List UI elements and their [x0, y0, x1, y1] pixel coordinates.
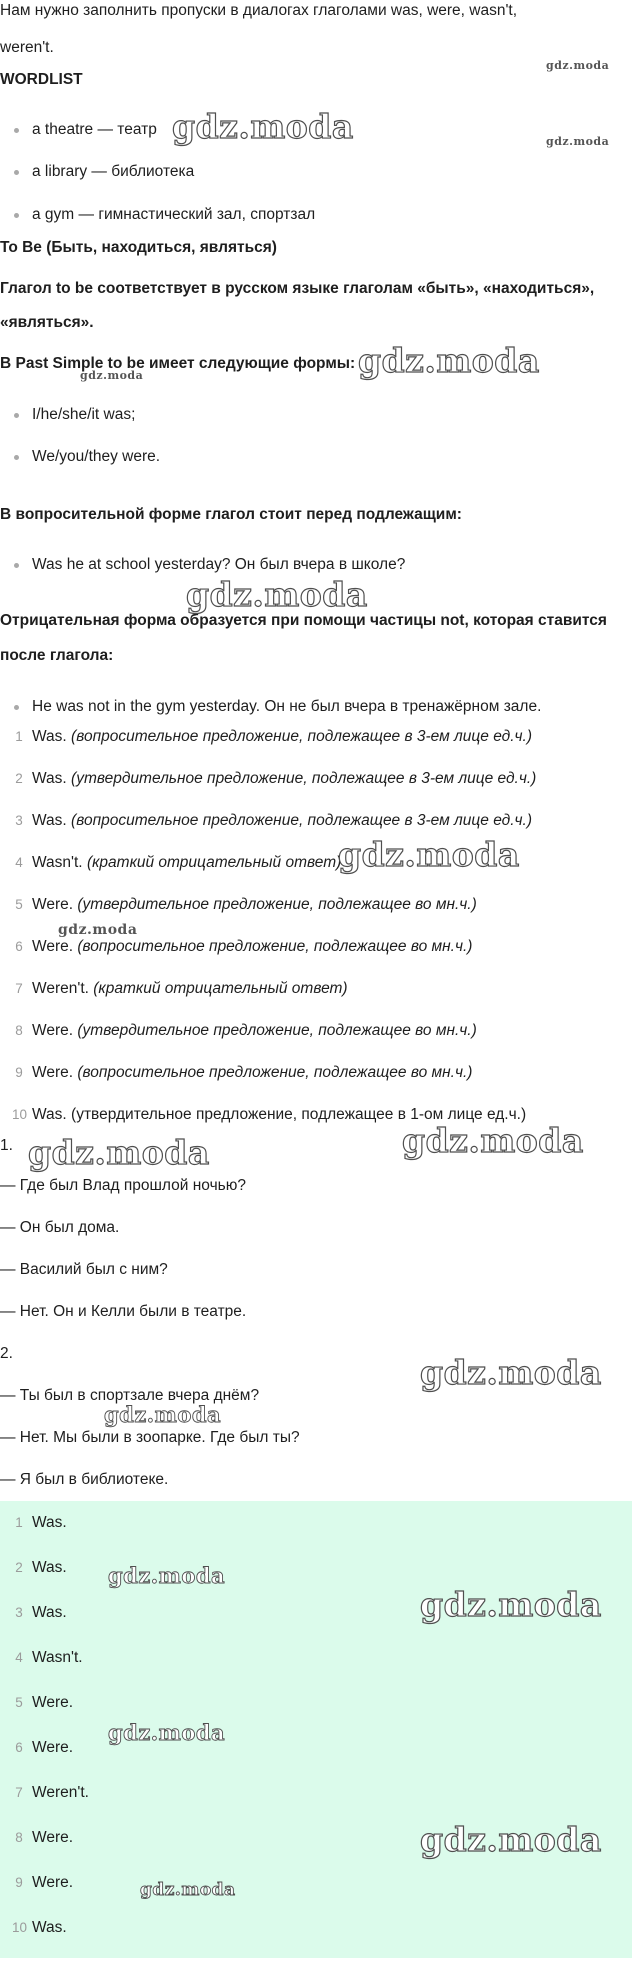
negative-heading-line1: Отрицательная форма образуется при помощи частицы not, которая ставится: [0, 612, 607, 629]
question-heading: В вопросительной форме глагол стоит перед подлежащим:: [0, 506, 462, 523]
watermark-logo: gdz.moda: [172, 107, 354, 146]
watermark-logo: gdz.moda: [80, 369, 144, 382]
answer-text: Was.: [32, 1559, 67, 1576]
intro-text-line2: weren't.: [0, 39, 54, 56]
watermark-logo: gdz.moda: [358, 341, 540, 380]
answer-number: 3: [15, 1605, 23, 1620]
explanation-note: (вопросительное предложение, подлежащее во мн.ч.): [77, 1064, 473, 1081]
watermark-logo: gdz.moda: [104, 1402, 222, 1427]
explanation-note: (утвердительное предложение, подлежащее в 3-ем лице ед.ч.): [71, 770, 537, 787]
bullet-icon: [14, 563, 19, 568]
explanation-answer: Was.: [32, 770, 67, 787]
explanation-item: [32, 979, 348, 999]
watermark-logo: gdz.moda: [420, 1820, 602, 1859]
bullet-icon: [14, 455, 19, 460]
explanation-note: (вопросительное предложение, подлежащее во мн.ч.): [77, 938, 473, 955]
tobe-heading: To Be (Быть, находиться, являться): [0, 239, 277, 256]
explanation-number: 4: [15, 855, 23, 870]
tobe-description-line1: Глагол to be соответствует в русском языке глаголам «быть», «находиться»,: [0, 280, 595, 297]
answer-number: 9: [15, 1875, 23, 1890]
wordlist-item: a gym — гимнастический зал, спортзал: [32, 206, 316, 223]
explanation-number: 3: [15, 813, 23, 828]
explanation-item: [32, 769, 536, 789]
explanation-answer: Were.: [32, 1022, 74, 1039]
explanation-answer: Were.: [32, 938, 74, 955]
answer-text: Weren't.: [32, 1784, 89, 1801]
watermark-logo: gdz.moda: [58, 922, 138, 938]
answer-text: Were.: [32, 1829, 74, 1846]
dialog1-number: 1.: [0, 1137, 13, 1154]
watermark-logo: gdz.moda: [108, 1720, 226, 1745]
explanation-note: (утвердительное предложение, подлежащее во мн.ч.): [77, 896, 477, 913]
dialog-line: — Нет. Мы были в зоопарке. Где был ты?: [0, 1429, 300, 1446]
answer-text: Was.: [32, 1919, 67, 1936]
explanation-answer: Were.: [32, 1064, 74, 1081]
explanation-note: (краткий отрицательный ответ): [93, 980, 348, 997]
explanation-note: (утвердительное предложение, подлежащее в 1-ом лице ед.ч.): [71, 1106, 527, 1123]
explanation-item: [32, 1063, 472, 1083]
question-example: Was he at school yesterday? Он был вчера в школе?: [32, 556, 406, 573]
answer-number: 8: [15, 1830, 23, 1845]
explanation-number: 6: [15, 939, 23, 954]
wordlist-heading: WORDLIST: [0, 71, 83, 88]
explanation-item: [32, 811, 532, 831]
explanation-note: (вопросительное предложение, подлежащее в 3-ем лице ед.ч.): [71, 728, 533, 745]
explanation-number: 7: [15, 981, 23, 996]
watermark-logo: gdz.moda: [402, 1121, 584, 1160]
explanation-number: 1: [15, 729, 23, 744]
negative-heading-line2: после глагола:: [0, 647, 114, 664]
negative-example: He was not in the gym yesterday. Он не был вчера в тренажёрном зале.: [32, 698, 542, 715]
answer-text: Was.: [32, 1604, 67, 1621]
explanation-item: [32, 895, 477, 915]
bullet-icon: [14, 128, 19, 133]
explanation-answer: Was.: [32, 728, 67, 745]
answer-text: Wasn't.: [32, 1649, 83, 1666]
wordlist-item: a library — библиотека: [32, 163, 195, 180]
bullet-icon: [14, 170, 19, 175]
explanation-answer: Weren't.: [32, 980, 89, 997]
watermark-logo: gdz.moda: [108, 1563, 226, 1588]
dialog-line: — Где был Влад прошлой ночью?: [0, 1177, 246, 1194]
explanation-item: [32, 853, 341, 873]
bullet-icon: [14, 705, 19, 710]
form-item: We/you/they were.: [32, 448, 161, 465]
answer-text: Were.: [32, 1874, 74, 1891]
watermark-logo: gdz.moda: [338, 835, 520, 874]
watermark-logo: gdz.moda: [546, 135, 610, 148]
intro-text-line1: Нам нужно заполнить пропуски в диалогах глаголами was, were, wasn't,: [0, 2, 518, 19]
watermark-logo: gdz.moda: [420, 1353, 602, 1392]
explanation-number: 5: [15, 897, 23, 912]
watermark-logo: gdz.moda: [420, 1585, 602, 1624]
explanation-answer: Wasn't.: [32, 854, 83, 871]
explanation-answer: Was.: [32, 1106, 67, 1123]
answer-number: 4: [15, 1650, 23, 1665]
answer-number: 7: [15, 1785, 23, 1800]
explanation-item: [32, 727, 532, 747]
form-item: I/he/she/it was;: [32, 406, 136, 423]
answer-text: Was.: [32, 1514, 67, 1531]
answer-number: 10: [12, 1920, 28, 1935]
explanation-number: 10: [12, 1107, 28, 1122]
explanation-item: [32, 937, 472, 957]
dialog-line: — Я был в библиотеке.: [0, 1471, 169, 1488]
answer-number: 5: [15, 1695, 23, 1710]
explanation-note: (краткий отрицательный ответ): [86, 854, 342, 871]
answer-text: Were.: [32, 1694, 74, 1711]
dialog-line: — Василий был с ним?: [0, 1261, 168, 1278]
watermark-logo: gdz.moda: [28, 1133, 210, 1172]
bullet-icon: [14, 413, 19, 418]
watermark-logo: gdz.moda: [186, 575, 368, 614]
answer-number: 2: [15, 1560, 23, 1575]
bullet-icon: [14, 213, 19, 218]
answer-number: 1: [15, 1515, 23, 1530]
watermark-logo: gdz.moda: [546, 59, 610, 72]
explanation-note: (вопросительное предложение, подлежащее в 3-ем лице ед.ч.): [71, 812, 533, 829]
explanation-number: 8: [15, 1023, 23, 1038]
answer-text: Were.: [32, 1739, 74, 1756]
answer-number: 6: [15, 1740, 23, 1755]
dialog2-number: 2.: [0, 1345, 13, 1362]
dialog-line: — Он был дома.: [0, 1219, 120, 1236]
explanation-answer: Was.: [32, 812, 67, 829]
explanation-item: [32, 1021, 477, 1041]
past-simple-heading: В Past Simple to be имеет следующие формы:: [0, 355, 356, 372]
explanation-answer: Were.: [32, 896, 74, 913]
answers-panel: [0, 1501, 632, 1958]
explanation-note: (утвердительное предложение, подлежащее во мн.ч.): [77, 1022, 477, 1039]
dialog-line: — Ты был в спортзале вчера днём?: [0, 1387, 260, 1404]
wordlist-item: a theatre — театр: [32, 121, 157, 138]
explanation-number: 9: [15, 1065, 23, 1080]
dialog-line: — Нет. Он и Келли были в театре.: [0, 1303, 247, 1320]
explanation-number: 2: [15, 771, 23, 786]
watermark-logo: gdz.moda: [140, 1880, 236, 1900]
tobe-description-line2: «являться».: [0, 314, 94, 331]
